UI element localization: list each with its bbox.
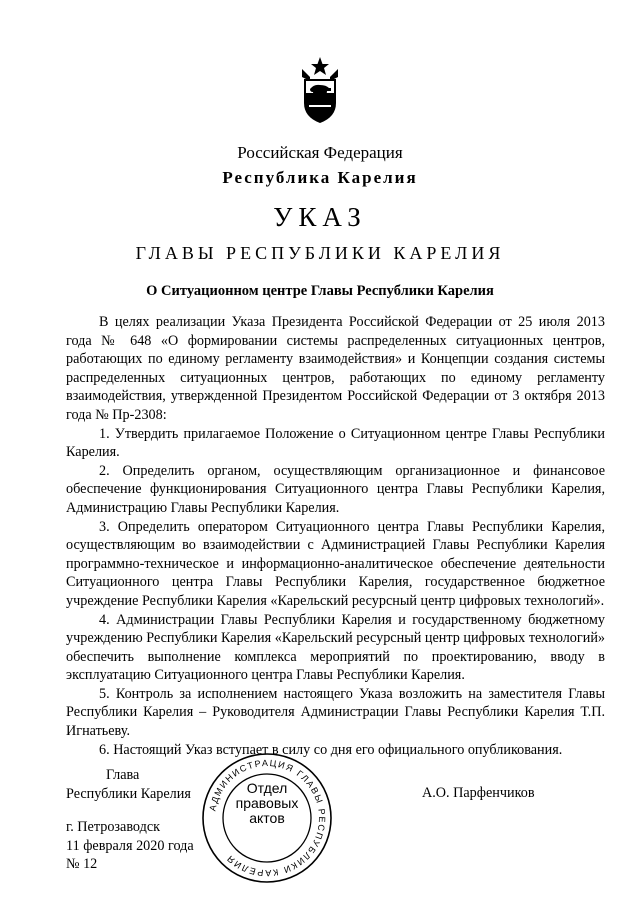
clause-paragraph: 5. Контроль за исполнением настоящего Указа возложить на заместителя Главы Республики Карелия – Руководителя Администрации Главы Республики Карелия Т.П. Игнатьеву.: [66, 685, 605, 740]
stamp-center-text: [225, 781, 309, 826]
signatory-position: [66, 766, 191, 803]
clause-paragraph: 1. Утвердить прилагаемое Положение о Ситуационном центре Главы Республики Карелия.: [66, 425, 605, 461]
document-title: О Ситуационном центре Главы Республики Карелия: [146, 283, 494, 299]
federation-name: Российская Федерация: [237, 143, 403, 162]
issue-city: г. Петрозаводск: [66, 819, 161, 835]
clause-paragraph: 4. Администрации Главы Республики Карелия и государственному бюджетному учреждению Республики Карелия «Карельский ресурсный центр цифровых технологий» обеспечить выполнение комплекса мероприятий по проектированию, вводу в эксплуатацию Ситуационного центра Главы Республики Карелия.: [66, 611, 605, 684]
signatory-position-line2: Республики Карелия: [66, 785, 191, 802]
clause-paragraph: 3. Определить оператором Ситуационного центра Главы Республики Карелия, осуществляющим во взаимодействии с Администрацией Главы Республики Карелия программно-техническое и информационно-аналитическое обеспечение деятельности Ситуационного центра Главы Республики Карелия, государственное бюджетное учреждение Республики Карелия «Карельский ресурсный центр цифровых технологий».: [66, 518, 605, 609]
preamble-paragraph: В целях реализации Указа Президента Российской Федерации от 25 июля 2013 года № 648 «О формировании системы распределенных ситуационных центров, работающих по единому регламенту взаимодействия» и Концепции создания системы распределенных ситуационных центров, работающих по единому регламенту взаимодействия, утвержденной Президентом Российской Федерации от 3 октября 2013 года № Пр-2308:: [66, 314, 605, 423]
document-issuer: ГЛАВЫ РЕСПУБЛИКИ КАРЕЛИЯ: [135, 243, 505, 263]
stamp-line: правовых: [235, 795, 299, 811]
clause-paragraph: 6. Настоящий Указ вступает в силу со дня его официального опубликования.: [99, 741, 563, 758]
karelia-coat-of-arms-icon: [298, 55, 342, 125]
document-type: УКАЗ: [273, 202, 367, 232]
clause-paragraph: 2. Определить органом, осуществляющим организационное и финансовое обеспечение функционирования Ситуационного центра Главы Республики Карелия, Администрацию Главы Республики Карелия.: [66, 462, 605, 516]
signatory-name: А.О. Парфенчиков: [422, 785, 535, 801]
signatory-position-line1: Глава: [106, 767, 140, 783]
decree-footer: [66, 818, 194, 874]
issue-date: 11 февраля 2020 года: [66, 837, 194, 854]
decree-body: [66, 313, 605, 759]
stamp-line: актов: [249, 810, 285, 826]
stamp-ring-text: АДМИНИСТРАЦИЯ ГЛАВЫ РЕСПУБЛИКИ КАРЕЛИЯ: [207, 757, 328, 879]
stamp-line: Отдел: [246, 780, 288, 796]
decree-number: № 12: [66, 856, 98, 873]
republic-name: Республика Карелия: [222, 168, 418, 187]
